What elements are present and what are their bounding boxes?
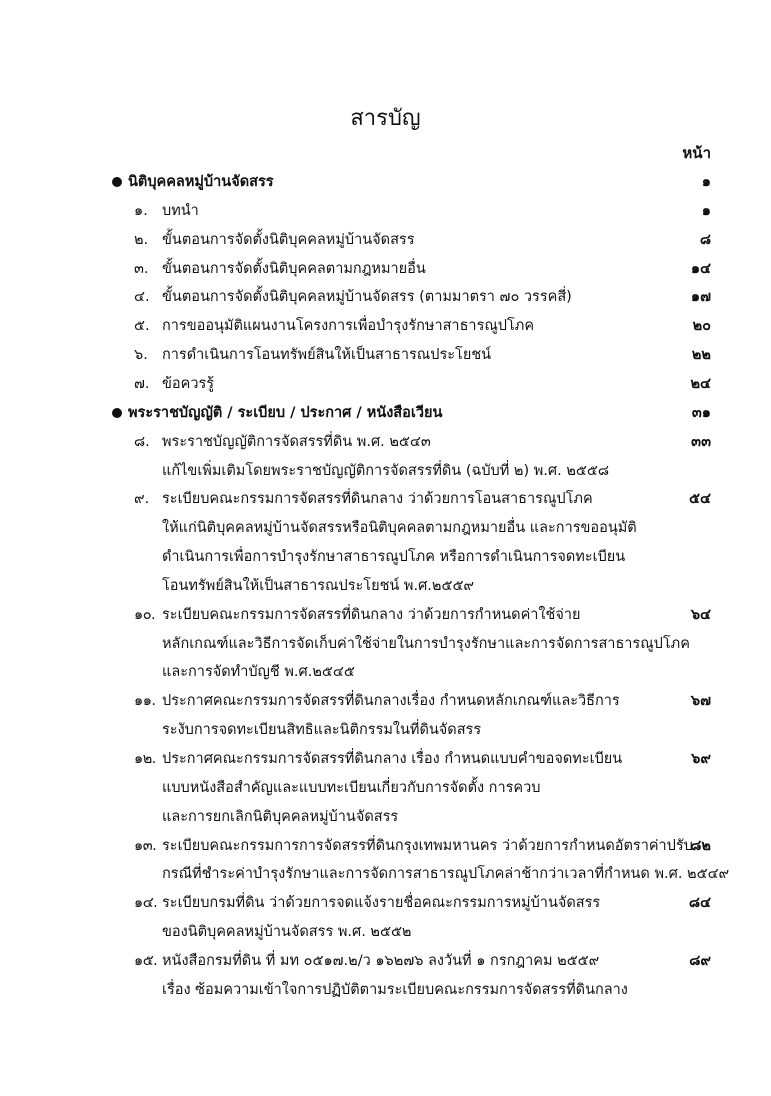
item-text: ประกาศคณะกรรมการจัดสรรที่ดินกลางเรื่อง กำหนดหลักเกณฑ์และวิธีการ xyxy=(162,693,620,710)
page-number: ๒๔ xyxy=(690,375,711,392)
toc-item xyxy=(0,370,771,398)
item-text: และการจัดทำบัญชี พ.ศ.๒๕๔๕ xyxy=(162,664,355,681)
toc-item-continuation xyxy=(0,457,771,485)
toc-item-continuation xyxy=(0,774,771,802)
page-number: ๑ xyxy=(701,202,711,219)
toc-item xyxy=(0,745,771,773)
toc-section xyxy=(0,399,771,427)
item-number: ๒. xyxy=(134,231,149,248)
toc-item xyxy=(0,601,771,629)
item-text: การขออนุมัติแผนงานโครงการเพื่อบำรุงรักษาสาธารณูปโภค xyxy=(162,318,535,335)
item-number: ๔. xyxy=(134,289,150,306)
toc-item-continuation xyxy=(0,543,771,571)
page-number: ๑๔ xyxy=(690,260,711,277)
item-number: ๖. xyxy=(134,347,148,364)
item-text: ระงับการจดทะเบียนสิทธิและนิติกรรมในที่ดินจัดสรร xyxy=(162,722,482,739)
item-text: ระเบียบคณะกรรมการจัดสรรที่ดินกลาง ว่าด้วยการโอนสาธารณูปโภค xyxy=(162,491,593,508)
item-number: ๙. xyxy=(134,491,150,508)
toc-item-continuation xyxy=(0,572,771,600)
toc-item-continuation xyxy=(0,803,771,831)
bullet-icon xyxy=(112,408,122,418)
item-text: และการยกเลิกนิติบุคคลหมู่บ้านจัดสรร xyxy=(162,808,399,825)
toc-item xyxy=(0,947,771,975)
toc-item xyxy=(0,687,771,715)
page-number: ๕๔ xyxy=(689,491,711,508)
page-number: ๖๔ xyxy=(690,606,711,623)
page-number: ๘๔ xyxy=(688,895,711,912)
page-number: ๑ xyxy=(701,174,711,190)
item-number: ๑๓. xyxy=(134,837,157,854)
item-text: การดำเนินการโอนทรัพย์สินให้เป็นสาธารณประโยชน์ xyxy=(162,347,492,364)
item-text: ประกาศคณะกรรมการจัดสรรที่ดินกลาง เรื่อง กำหนดแบบคำขอจดทะเบียน xyxy=(162,751,623,767)
toc-item-continuation xyxy=(0,918,771,946)
item-text: แบบหนังสือสำคัญและแบบทะเบียนเกี่ยวกับการจัดตั้ง การควบ xyxy=(162,779,541,796)
toc-item-continuation xyxy=(0,860,771,888)
item-text: ระเบียบคณะกรรมการการจัดสรรที่ดินกรุงเทพมหานคร ว่าด้วยการกำหนดอัตราค่าปรับ xyxy=(162,837,693,854)
page-title: สารบัญ xyxy=(350,106,421,131)
toc-item xyxy=(0,341,771,369)
toc-item-continuation xyxy=(0,716,771,744)
item-text: ระเบียบคณะกรรมการจัดสรรที่ดินกลาง ว่าด้วยการกำหนดค่าใช้จ่าย xyxy=(162,606,581,623)
toc-item-continuation xyxy=(0,976,771,1004)
item-text: พระราชบัญญัติการจัดสรรที่ดิน พ.ศ. ๒๕๔๓ xyxy=(162,433,431,450)
page-number: ๒๐ xyxy=(692,318,711,335)
item-number: ๑๒. xyxy=(134,751,156,767)
page-number: ๒๒ xyxy=(691,347,711,364)
page-number: ๓๓ xyxy=(691,433,711,450)
page-number: ๑๗ xyxy=(690,289,711,306)
toc-item xyxy=(0,428,771,456)
toc-item xyxy=(0,312,771,340)
page-number: ๘ xyxy=(699,231,711,248)
item-number: ๑๐. xyxy=(134,606,156,623)
page-number: ๖๙ xyxy=(691,751,711,767)
toc-item-continuation xyxy=(0,514,771,542)
item-text: หนังสือกรมที่ดิน ที่ มท ๐๕๑๗.๒/ว ๑๖๒๗๖ ลงวันที่ ๑ กรกฎาคม ๒๕๕๙ xyxy=(162,952,600,969)
toc-item xyxy=(0,226,771,254)
item-text: แก้ไขเพิ่มเติมโดยพระราชบัญญัติการจัดสรรที่ดิน (ฉบับที่ ๒) พ.ศ. ๒๕๕๘ xyxy=(162,462,610,479)
toc-item-continuation xyxy=(0,658,771,686)
toc-item xyxy=(0,197,771,225)
toc-item xyxy=(0,283,771,311)
item-text: ระเบียบกรมที่ดิน ว่าด้วยการจดแจ้งรายชื่อคณะกรรมการหมู่บ้านจัดสรร xyxy=(162,895,601,912)
item-number: ๑๑. xyxy=(134,693,156,710)
item-number: ๕. xyxy=(134,318,150,335)
toc-item xyxy=(0,889,771,917)
item-text: กรณีที่ชำระค่าบำรุงรักษาและการจัดการสาธารณูปโภคล่าช้ากว่าเวลาที่กำหนด พ.ศ. ๒๕๔๙ xyxy=(162,866,730,883)
item-number: ๑. xyxy=(134,202,148,219)
toc-item xyxy=(0,832,771,860)
item-text: ของนิติบุคคลหมู่บ้านจัดสรร พ.ศ. ๒๕๕๒ xyxy=(162,924,412,941)
item-text: เรื่อง ซ้อมความเข้าใจการปฏิบัติตามระเบียบคณะกรรมการจัดสรรที่ดินกลาง xyxy=(162,981,628,998)
item-number: ๑๕. xyxy=(134,952,158,969)
item-number: ๓. xyxy=(134,260,149,277)
toc-item xyxy=(0,485,771,513)
item-number: ๘. xyxy=(134,433,150,450)
item-text: ดำเนินการเพื่อการบำรุงรักษาสาธารณูปโภค หรือการดำเนินการจดทะเบียน xyxy=(162,549,626,566)
page-column-header: หน้า xyxy=(682,144,711,162)
toc-item xyxy=(0,255,771,283)
toc-item-continuation xyxy=(0,630,771,658)
page-number: ๖๗ xyxy=(690,693,711,710)
page-number: ๓๑ xyxy=(691,404,711,421)
item-text: ข้อควรรู้ xyxy=(162,375,215,392)
item-number: ๗. xyxy=(134,375,150,392)
item-number: ๑๔. xyxy=(134,895,158,912)
section-title: นิติบุคคลหมู่บ้านจัดสรร xyxy=(128,174,274,190)
page-number: ๘๒ xyxy=(690,837,711,854)
section-title: พระราชบัญญัติ / ระเบียบ / ประกาศ / หนังสือเวียน xyxy=(128,404,443,421)
item-text: ขั้นตอนการจัดตั้งนิติบุคคลหมู่บ้านจัดสรร xyxy=(162,231,415,248)
item-text: โอนทรัพย์สินให้เป็นสาธารณประโยชน์ พ.ศ.๒๕๕๙ xyxy=(162,577,475,594)
item-text: บทนำ xyxy=(162,202,199,219)
item-text: ขั้นตอนการจัดตั้งนิติบุคคลหมู่บ้านจัดสรร (ตามมาตรา ๗๐ วรรคสี่) xyxy=(162,289,572,306)
item-text: ขั้นตอนการจัดตั้งนิติบุคคลตามกฎหมายอื่น xyxy=(162,260,426,277)
toc-section xyxy=(0,168,771,196)
item-text: หลักเกณฑ์และวิธีการจัดเก็บค่าใช้จ่ายในการบำรุงรักษาและการจัดการสาธารณูปโภค xyxy=(162,635,690,652)
page-number: ๘๙ xyxy=(689,952,711,969)
bullet-icon xyxy=(112,177,122,187)
item-text: ให้แก่นิติบุคคลหมู่บ้านจัดสรรหรือนิติบุคคลตามกฎหมายอื่น และการขออนุมัติ xyxy=(162,520,637,537)
